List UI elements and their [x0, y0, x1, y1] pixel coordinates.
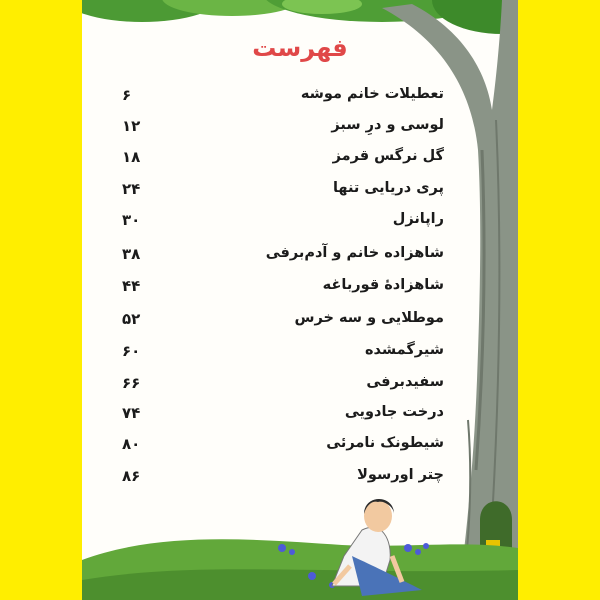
toc-entry-title: شاهزاده خانم و آدم‌برفی — [265, 245, 444, 261]
toc-entry-page: ۴۴ — [122, 277, 141, 295]
toc-entry-title: درخت جادویی — [344, 404, 444, 420]
toc-entry-page: ۱۲ — [122, 117, 141, 135]
toc-entry-title: پری دریایی تنها — [332, 180, 444, 196]
toc-entry-page: ۶۰ — [122, 342, 141, 360]
toc-entry[interactable] — [82, 404, 518, 428]
toc-entry-page: ۶۶ — [122, 374, 141, 392]
toc-entry-title: گل نرگس قرمز — [332, 148, 444, 164]
toc-entry[interactable] — [82, 435, 518, 459]
toc-entry-title: موطلایی و سه خرس — [294, 310, 444, 326]
toc-entry-title: شیطونک نامرئی — [326, 435, 444, 451]
toc-entry-page: ۸۶ — [122, 467, 141, 485]
toc-entry[interactable] — [82, 277, 518, 301]
toc-entry[interactable] — [82, 342, 518, 366]
toc-entry-title: تعطیلات خانم موشه — [300, 86, 444, 102]
toc-entry-title: راپانزل — [392, 211, 444, 227]
toc-entry-page: ۸۰ — [122, 435, 141, 453]
toc-entry-page: ۵۲ — [122, 310, 141, 328]
toc-entry-page: ۳۰ — [122, 211, 141, 229]
toc-entry[interactable] — [82, 374, 518, 398]
toc-entry[interactable] — [82, 467, 518, 491]
book-page — [82, 0, 518, 600]
table-of-contents — [82, 0, 518, 600]
toc-entry[interactable] — [82, 211, 518, 235]
toc-entry-title: سفیدبرفی — [366, 374, 444, 390]
toc-entry[interactable] — [82, 148, 518, 172]
toc-entry-page: ۱۸ — [122, 148, 141, 166]
toc-entry-title: چتر اورسولا — [357, 467, 444, 483]
toc-entry-title: شیرگمشده — [364, 342, 444, 358]
toc-entry-title: لوسی و درِ سبز — [331, 117, 444, 133]
page-title: فهرست — [252, 34, 348, 62]
toc-entry-page: ۲۴ — [122, 180, 141, 198]
toc-entry[interactable] — [82, 245, 518, 269]
toc-entry[interactable] — [82, 117, 518, 141]
toc-entry[interactable] — [82, 310, 518, 334]
toc-entry-page: ۷۴ — [122, 404, 141, 422]
toc-entry[interactable] — [82, 180, 518, 204]
toc-entry-page: ۳۸ — [122, 245, 141, 263]
toc-entry[interactable] — [82, 86, 518, 110]
toc-entry-title: شاهزادهٔ قورباغه — [322, 277, 444, 293]
toc-entry-page: ۶ — [122, 86, 132, 104]
